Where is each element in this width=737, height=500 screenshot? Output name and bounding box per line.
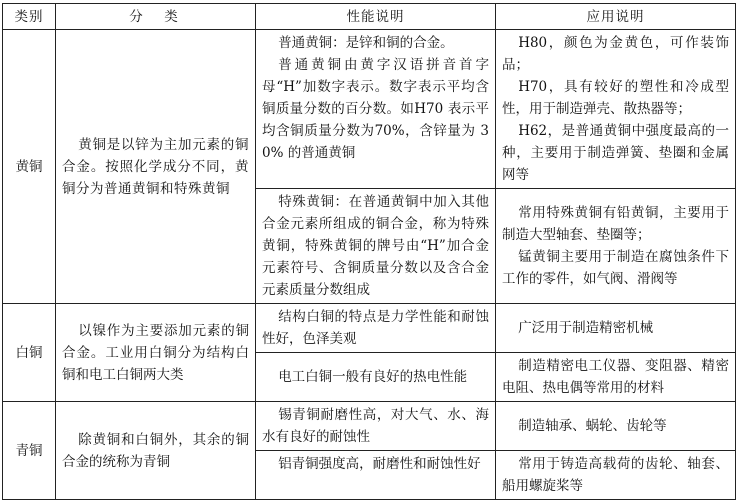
classification-cell: [56, 30, 256, 304]
application-cell: [496, 304, 736, 353]
application-text: 制造轴承、蜗轮、齿轮等: [518, 418, 667, 434]
performance-cell: [256, 189, 496, 304]
category-cell: 青铜: [3, 402, 56, 500]
performance-text: 普通黄铜：是锌和铜的合金。: [278, 35, 454, 51]
application-text: 常用于铸造高载荷的齿轮、轴套、船用螺旋桨等: [502, 456, 729, 494]
performance-cell: [256, 304, 496, 353]
header-category: 类别: [3, 4, 56, 30]
application-cell: [496, 451, 736, 500]
header-application: 应用说明: [496, 4, 736, 30]
application-text: 常用特殊黄铜有铅黄铜，主要用于制造大型轴套、垫圈等；: [502, 205, 729, 243]
performance-text: 电工白铜一般有良好的热电性能: [278, 369, 468, 385]
application-text: 制造精密电工仪器、变阻器、精密电阻、热电偶等常用的材料: [502, 358, 729, 396]
performance-text: 铝青铜强度高，耐磨性和耐蚀性好: [278, 456, 481, 472]
table-row: [3, 30, 736, 189]
header-classification: 分 类: [56, 4, 256, 30]
copper-alloy-table: [2, 3, 736, 500]
header-row: [3, 4, 736, 30]
application-text: 广泛用于制造精密机械: [518, 320, 654, 336]
classification-cell: [56, 402, 256, 500]
performance-text: 锡青铜耐磨性高，对大气、水、海水有良好的耐蚀性: [262, 407, 489, 445]
application-cell: [496, 189, 736, 304]
application-text: 锰黄铜主要用于制造在腐蚀条件下工作的零件，如气阀、滑阀等: [502, 249, 729, 287]
table-row: [3, 304, 736, 353]
performance-cell: [256, 353, 496, 402]
performance-cell: [256, 402, 496, 451]
category-cell: 黄铜: [3, 30, 56, 304]
performance-cell: [256, 451, 496, 500]
application-cell: [496, 30, 736, 189]
classification-cell: [56, 304, 256, 402]
application-cell: [496, 353, 736, 402]
application-cell: [496, 402, 736, 451]
table-row: [3, 402, 736, 451]
performance-text: 结构白铜的特点是力学性能和耐蚀性好，色泽美观: [262, 309, 489, 347]
header-performance: 性能说明: [256, 4, 496, 30]
application-text: H62，是普通黄铜中强度最高的一种，主要用于制造弹簧、垫圈和金属网等: [502, 123, 729, 183]
performance-text: 普通黄铜由黄字汉语拼音首字母“H”加数字表示。数字表示平均含铜质量分数的百分数。如H70 表示平均含铜质量分数为70%，含锌量为 30% 的普通黄铜: [262, 57, 489, 161]
performance-text: 特殊黄铜：在普通黄铜中加入其他合金元素所组成的铜合金，称为特殊黄铜，特殊黄铜的牌号由“H”加合金元素符号、含铜质量分数以及含合金元素质量分数组成: [262, 194, 489, 298]
application-text: H70，具有较好的塑性和冷成型性，用于制造弹壳、散热器等；: [502, 79, 729, 117]
performance-cell: [256, 30, 496, 189]
application-text: H80，颜色为金黄色，可作装饰品；: [502, 35, 729, 73]
classification-text: 黄铜是以锌为主加元素的铜合金。按照化学成分不同，黄铜分为普通黄铜和特殊黄铜: [62, 136, 249, 197]
classification-text: 除黄铜和白铜外，其余的铜合金的统称为青铜: [62, 431, 249, 470]
category-cell: 白铜: [3, 304, 56, 402]
classification-text: 以镍作为主要添加元素的铜合金。工业用白铜分为结构白铜和电工白铜两大类: [62, 322, 249, 383]
